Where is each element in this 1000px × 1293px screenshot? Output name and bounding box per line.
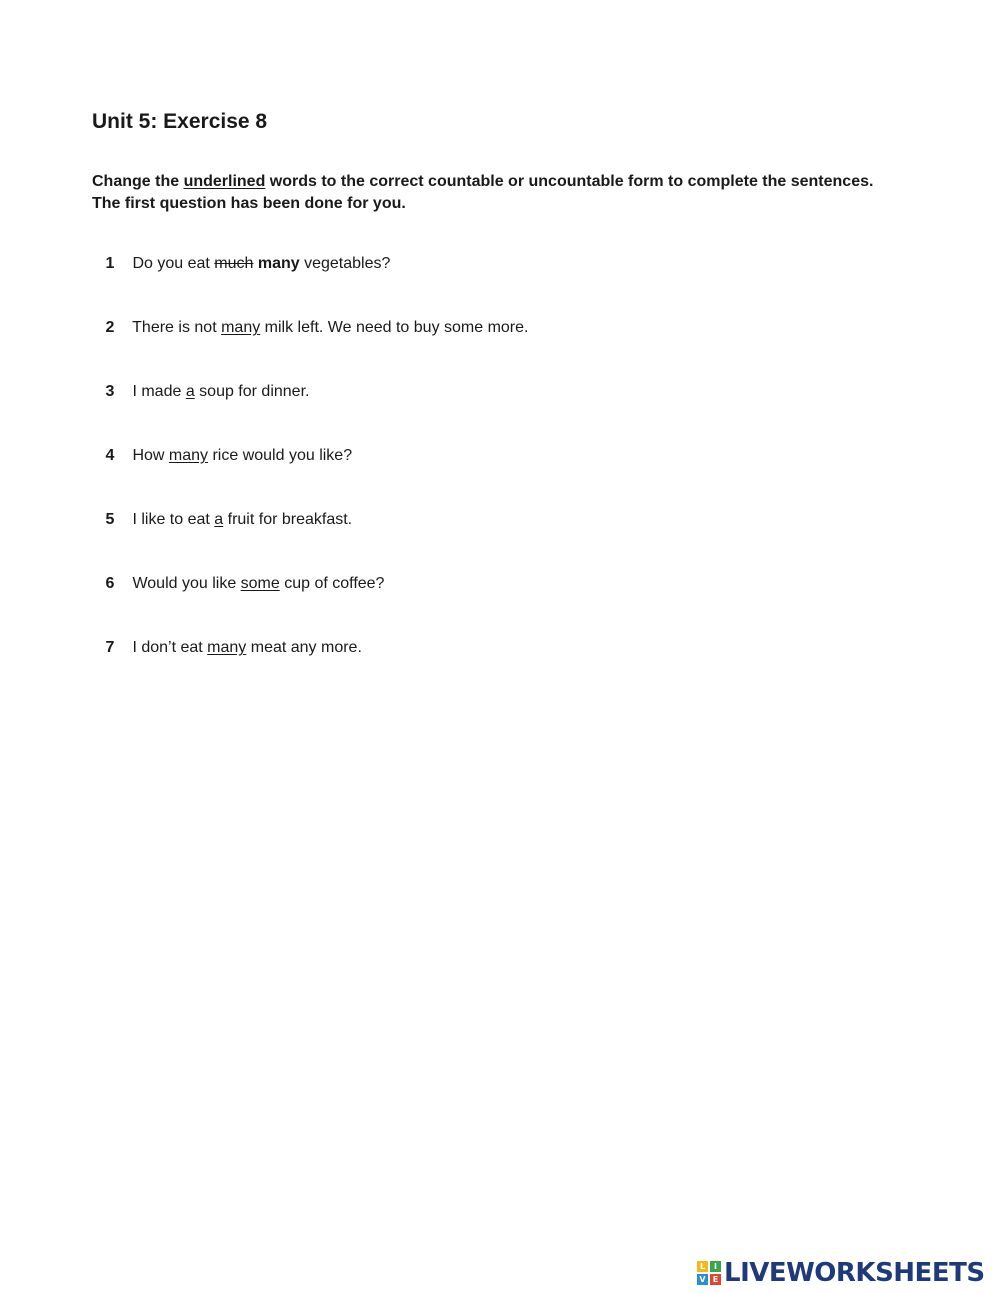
logo-mark-letter: I [710,1261,721,1272]
underlined-word: some [240,575,280,592]
question-text [132,575,384,592]
underlined-word: a [185,383,195,400]
question-text-before: I like to eat [132,511,215,528]
question-number: 6 [105,575,115,592]
instructions [92,171,892,215]
underlined-word: many [168,447,209,464]
question-number: 5 [105,511,115,528]
question-text [132,383,309,400]
logo-mark-letter: V [697,1274,708,1285]
question-text [132,319,528,336]
question-text [132,639,361,656]
liveworksheets-logo [697,1258,985,1288]
question-4 [92,444,352,468]
logo-mark-letter: L [697,1261,708,1272]
question-text-after: cup of coffee? [279,575,385,592]
question-text-after: meat any more. [246,639,362,656]
question-text-before: I made [132,383,186,400]
question-text-after: rice would you like? [208,447,353,464]
question-number: 2 [105,319,115,336]
question-3 [92,380,309,404]
question-text [132,255,390,272]
struck-word: much [214,255,254,272]
instructions-post: words to the correct countable or uncountable form to complete the sentences. The first question has been done for you. [92,173,874,212]
question-number: 1 [105,255,115,272]
question-text-after: vegetables? [299,255,391,272]
question-text-before: How [132,447,169,464]
question-number: 4 [105,447,115,464]
question-1 [92,252,390,276]
logo-mark-icon [697,1261,721,1285]
question-5 [92,508,352,532]
instructions-pre: Change the [92,173,184,190]
page-title: Unit 5: Exercise 8 [92,110,268,133]
question-2 [92,316,528,340]
answer-word: many [257,255,300,272]
instructions-underlined-word: underlined [183,173,266,190]
question-7 [92,636,362,660]
question-text-before: Would you like [132,575,241,592]
underlined-word: a [214,511,224,528]
underlined-word: many [221,319,261,336]
question-text [132,447,352,464]
question-text-before: There is not [132,319,222,336]
question-text-after: milk left. We need to buy some more. [260,319,529,336]
question-text-after: fruit for breakfast. [223,511,353,528]
question-text-before: I don’t eat [132,639,208,656]
question-number: 7 [105,639,115,656]
question-text-before: Do you eat [132,255,215,272]
question-text-after: soup for dinner. [194,383,310,400]
question-6 [92,572,384,596]
logo-mark-letter: E [710,1274,721,1285]
logo-text: LIVEWORKSHEETS [724,1258,985,1288]
question-number: 3 [105,383,115,400]
question-text [132,511,352,528]
underlined-word: many [207,639,247,656]
